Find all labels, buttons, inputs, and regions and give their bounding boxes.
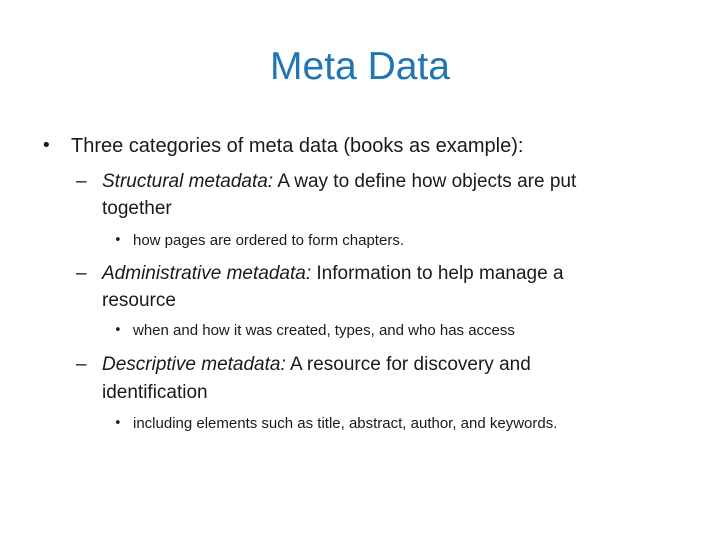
item-structural-line2: together (102, 198, 172, 219)
item-administrative-line1 (102, 261, 564, 286)
sub-bullet-dot: • (114, 233, 122, 248)
item-descriptive-term: Descriptive metadata: (102, 354, 286, 375)
sub-bullet-dot: • (114, 323, 122, 338)
item-administrative-term: Administrative metadata: (102, 263, 312, 284)
top-bullet-text: Three categories of meta data (books as example): (71, 135, 524, 157)
dash-marker: – (76, 171, 87, 192)
item-descriptive-line2: identification (102, 382, 208, 403)
item-descriptive-sub: including elements such as title, abstract, author, and keywords. (133, 415, 558, 432)
item-descriptive-desc: A resource for discovery and (285, 354, 531, 375)
item-administrative-desc: Information to help manage a (311, 263, 564, 284)
item-structural-desc: A way to define how objects are put (273, 171, 577, 192)
item-administrative-sub: when and how it was created, types, and who has access (133, 322, 515, 339)
dash-marker: – (76, 263, 87, 284)
item-structural-term: Structural metadata: (102, 171, 274, 192)
slide-title: Meta Data (270, 45, 450, 88)
item-descriptive-line1 (102, 352, 531, 377)
bullet-dot: • (41, 135, 52, 156)
item-structural-line1 (102, 169, 576, 194)
dash-marker: – (76, 354, 87, 375)
sub-bullet-dot: • (114, 416, 122, 431)
item-administrative-line2: resource (102, 290, 176, 311)
item-structural-sub: how pages are ordered to form chapters. (133, 232, 404, 249)
